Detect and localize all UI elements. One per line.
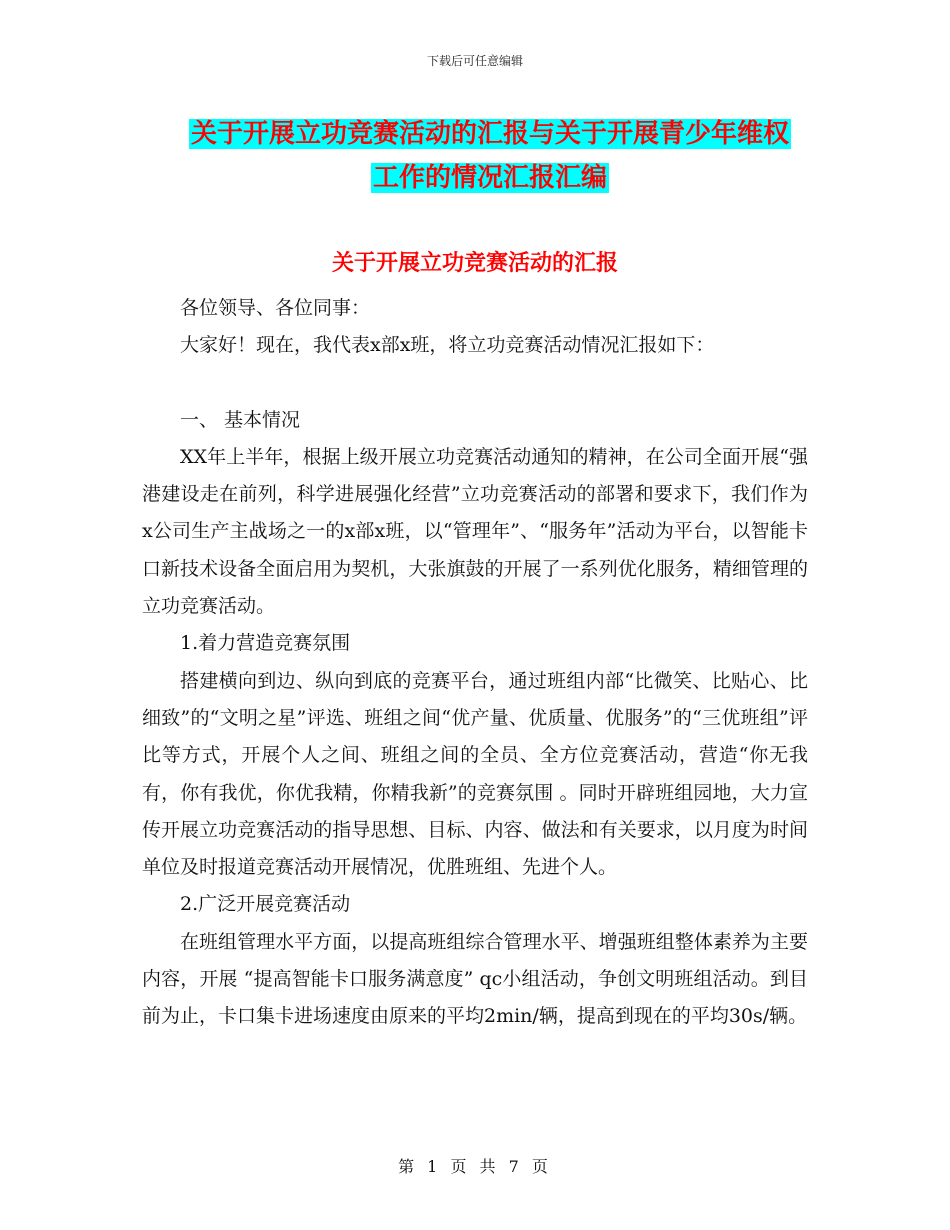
heading-competition-atmosphere: 1.着力营造竞赛氛围 (180, 632, 351, 655)
document-title (120, 112, 860, 200)
document-title-line1: 关于开展立功竞赛活动的汇报与关于开展青少年维权 (190, 119, 789, 149)
body-paragraph-3: 在班组管理水平方面，以提高班组综合管理水平、增强班组整体素养为主要内容，开展 “提高智能卡口服务满意度” qc小组活动，争创文明班组活动。到目前为止，卡口集卡进场速度由原来的平均2min/辆，提高到现在的平均30s/辆。 (142, 930, 808, 1028)
header-note: 下载后可任意编辑 (426, 54, 523, 68)
body-paragraph-1: XX年上半年，根据上级开展立功竞赛活动通知的精神，在公司全面开展“强港建设走在前列，科学进展强化经营”立功竞赛活动的部署和要求下，我们作为x公司生产主战场之一的x部x班，以“管理年”、“服务年”活动为平台，以智能卡口新技术设备全面启用为契机，大张旗鼓的开展了一系列优化服务，精细管理的立功竞赛活动。 (142, 445, 808, 618)
body-paragraph-2: 搭建横向到边、纵向到底的竞赛平台，通过班组内部“比微笑、比贴心、比细致”的“文明之星”评选、班组之间“优产量、优质量、优服务”的“三优班组”评比等方式，开展个人之间、班组之间的全员、全方位竞赛活动，营造“你无我有，你有我优，你优我精，你精我新”的竞赛氛围 。同时开辟班组园地，大力宣传开展立功竞赛活动的指导思想、目标、内容、做法和有关要求，以月度为时间单位及时报道竞赛活动开展情况，优胜班组、先进个人。 (142, 669, 808, 879)
paragraph-spacer (142, 365, 808, 402)
heading-basic-situation: 一、 基本情况 (180, 408, 301, 431)
page-footer: 第 1 页 共 7 页 (398, 1157, 552, 1176)
document-body (142, 290, 808, 1036)
intro-paragraph: 大家好！现在，我代表x部x班，将立功竞赛活动情况汇报如下： (180, 334, 715, 357)
document-title-line2: 工作的情况汇报汇编 (372, 163, 607, 193)
section-title: 关于开展立功竞赛活动的汇报 (331, 250, 618, 276)
heading-competition-activities: 2.广泛开展竞赛活动 (180, 893, 351, 916)
greeting-paragraph: 各位领导、各位同事： (180, 297, 371, 319)
